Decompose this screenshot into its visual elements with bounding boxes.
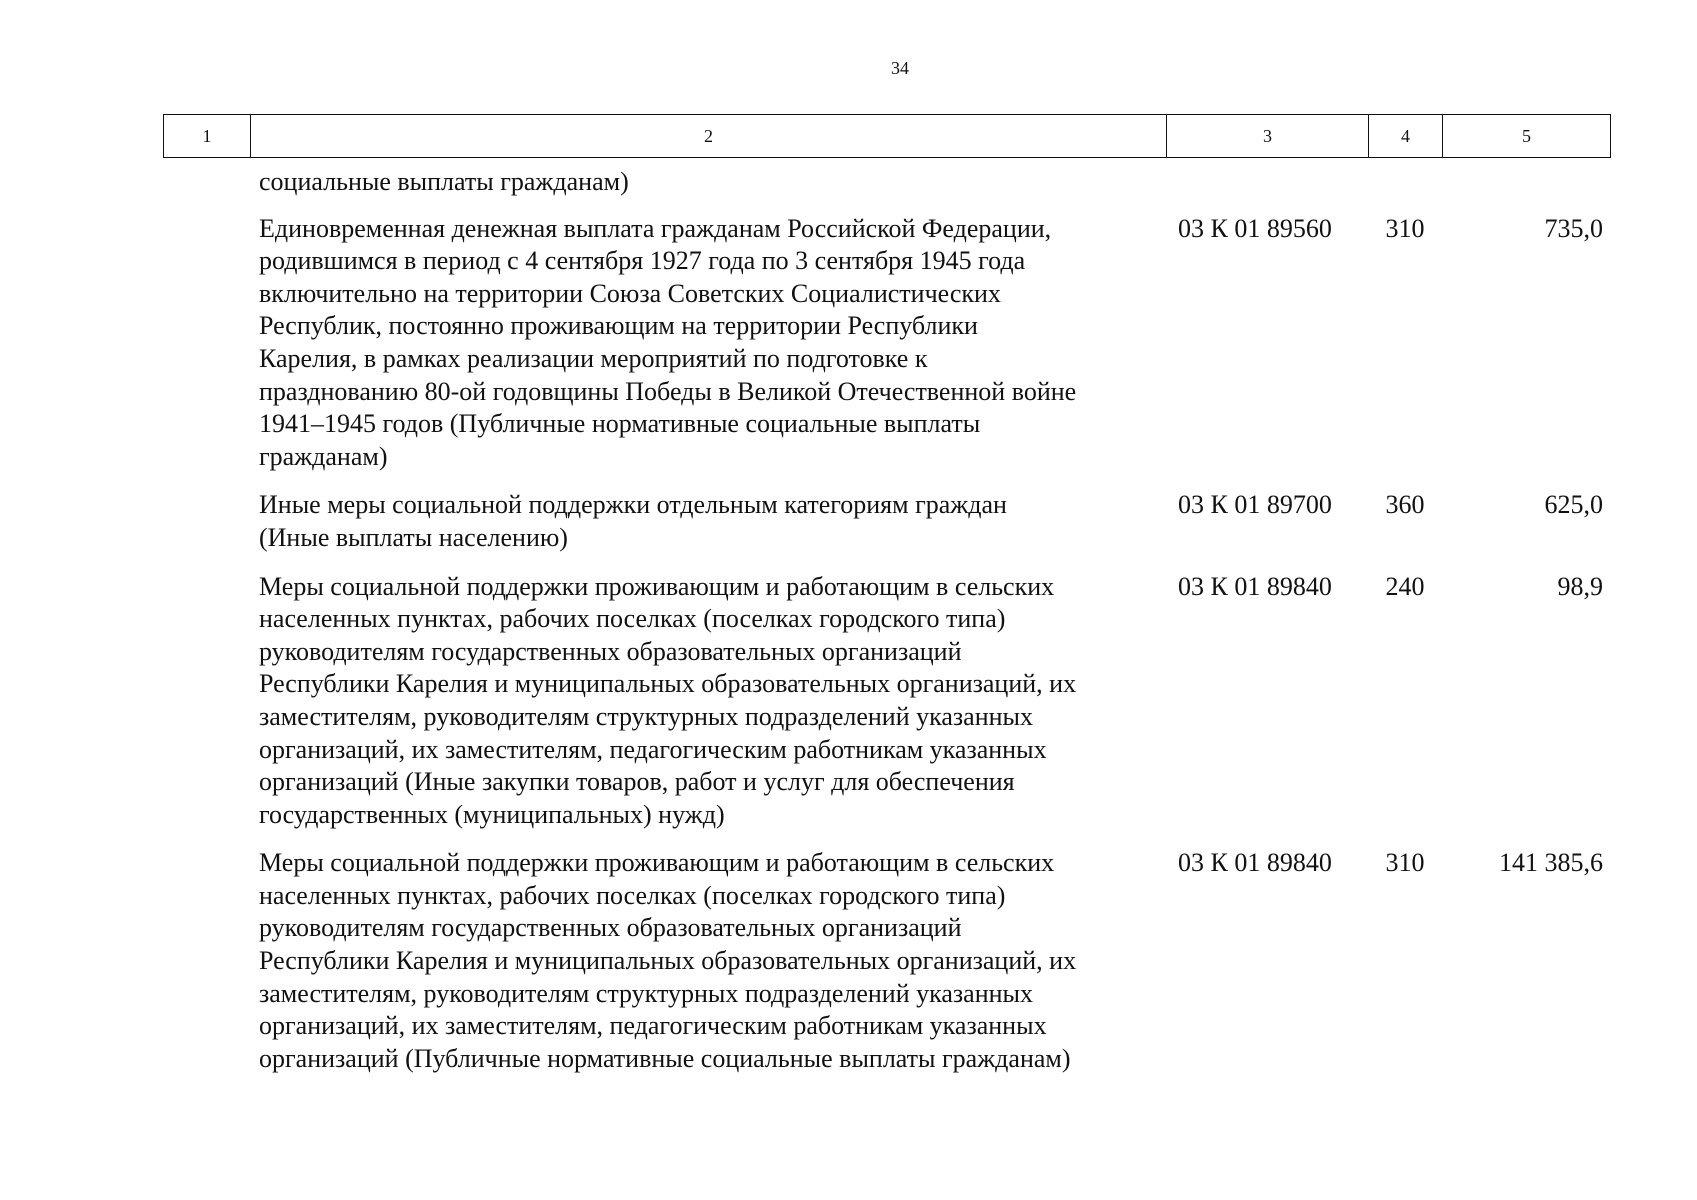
row-type: 360 (1385, 490, 1425, 520)
row-type: 240 (1385, 571, 1425, 601)
row-number-cell (163, 213, 259, 474)
row-code: 03 К 01 89840 (1178, 848, 1332, 878)
header-col-5: 5 (1522, 125, 1531, 146)
table-body (163, 166, 1611, 1091)
row-description: Единовременная денежная выплата гражданам Российской Федерации, родившимся в период с 4 сентября 1927 года по 3 сентября 1945 года включительно на территории Союза Советских Социалистических Республик, постоянно проживающим на территории Республики Карелия, в рамках реализации мероприятий по подготовке к празднованию 80-ой годовщины Победы в Великой Отечественной войне 1941–1945 годов (Публичные нормативные социальные выплаты гражданам) (259, 213, 1077, 471)
table-row (163, 847, 1611, 1075)
row-amount: 141 385,6 (1499, 848, 1603, 878)
header-col-3: 3 (1167, 115, 1369, 157)
header-col-4: 4 (1369, 115, 1443, 157)
row-description: социальные выплаты гражданам) (259, 167, 629, 196)
header-col-2: 2 (251, 115, 1167, 157)
row-type (1368, 166, 1442, 199)
header-col-1: 1 (164, 115, 251, 157)
table-row (163, 213, 1611, 474)
row-amount: 98,9 (1557, 571, 1603, 601)
row-number-cell (163, 571, 259, 832)
table-row (163, 571, 1611, 832)
row-amount: 625,0 (1544, 490, 1603, 520)
table-header (163, 114, 1611, 158)
row-description: Иные меры социальной поддержки отдельным категориям граждан (Иные выплаты населению) (259, 490, 1007, 552)
row-code: 03 К 01 89840 (1178, 571, 1332, 601)
row-number-cell (163, 489, 259, 554)
row-code: 03 К 01 89560 (1178, 213, 1332, 243)
row-amount (1442, 166, 1611, 199)
row-description: Меры социальной поддержки проживающим и работающим в сельских населенных пунктах, рабочих поселках (поселках городского типа) руководителям государственных образовательных организаций Республики Карелия и муниципальных образовательных организаций, их заместителям, руководителям структурных подразделений указанных организаций, их заместителям, педагогическим работникам указанных организаций (Иные закупки товаров, работ и услуг для обеспечения государственных (муниципальных) нужд) (259, 571, 1077, 829)
row-description: Меры социальной поддержки проживающим и работающим в сельских населенных пунктах, рабочих поселках (поселках городского типа) руководителям государственных образовательных организаций Республики Карелия и муниципальных образовательных организаций, их заместителям, руководителям структурных подразделений указанных организаций, их заместителям, педагогическим работникам указанных организаций (Публичные нормативные социальные выплаты гражданам) (259, 848, 1077, 1073)
row-type: 310 (1385, 848, 1425, 878)
row-code: 03 К 01 89700 (1178, 490, 1332, 520)
row-number-cell (163, 166, 259, 199)
row-type: 310 (1385, 213, 1425, 243)
row-number-cell (163, 847, 259, 1075)
row-code (1166, 166, 1368, 199)
page-number: 34 (891, 58, 909, 78)
row-amount: 735,0 (1544, 213, 1603, 243)
table-row (163, 166, 1611, 199)
table-row (163, 489, 1611, 554)
